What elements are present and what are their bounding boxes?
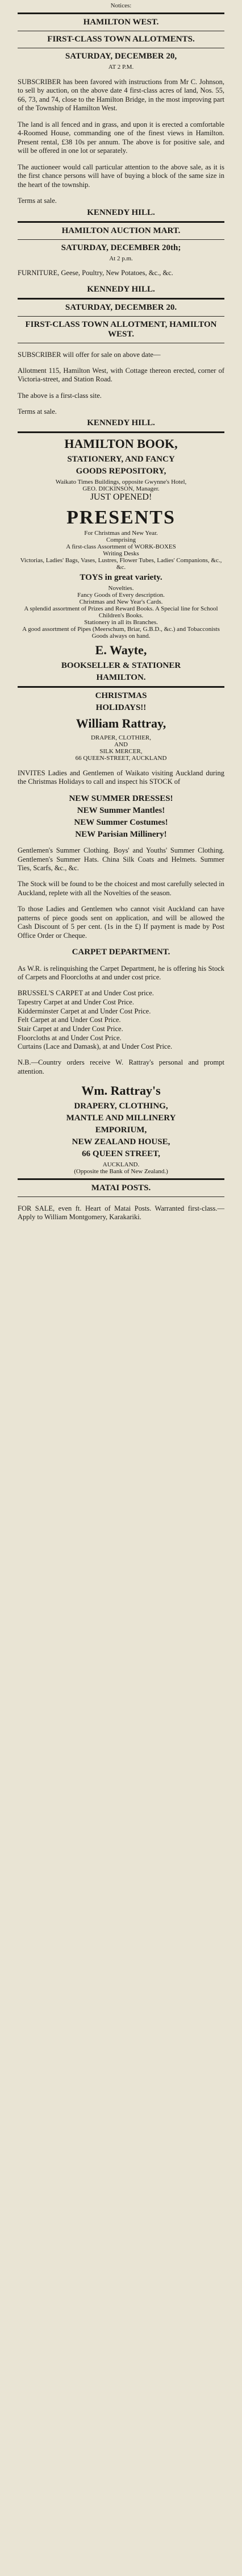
auction-mart-notice [18, 226, 224, 295]
divider [18, 1178, 224, 1180]
line: SILK MERCER, [99, 748, 143, 755]
sale-time: At 2 p.m. [109, 255, 133, 262]
line: Felt Carpet at and Under Cost Price. [18, 1016, 121, 1024]
line: 66 QUEEN-STREET, AUCKLAND [75, 755, 167, 762]
sale-date: SATURDAY, DECEMBER 20, [65, 52, 177, 61]
notice-subtitle: FIRST-CLASS TOWN ALLOTMENT, HAMILTON WEST. [25, 320, 217, 339]
line: Christmas and New Year's Cards. [79, 599, 163, 606]
line: Tapestry Carpet at and Under Cost Price. [18, 998, 134, 1006]
line: AND [114, 741, 128, 749]
proprietor-name: E. Wayte, [95, 643, 147, 658]
shop-name: HAMILTON BOOK, [64, 437, 178, 451]
rattray-ad [18, 691, 224, 1175]
line: MANTLE AND MILLINERY [66, 1114, 176, 1123]
line: A good assortment of Pipes (Meerschum, Briar, G.B.D., &c.) and Tobacconists Goods always on hand. [22, 626, 220, 640]
line: NEW SUMMER DRESSES! [69, 793, 173, 803]
notice-paragraph: To those Ladies and Gentlemen who cannot visit Auckland can have patterns of piece goods sent on application, and will be allowed the Cash Discount of 5 per cent. (1s in the £) If payment is made by Post Office Order or Cheque. [18, 905, 224, 940]
hamilton-west-notice [18, 18, 224, 218]
town: HAMILTON. [96, 673, 146, 683]
line: Curtains (Lace and Damask), at and Under Cost Price. [18, 1042, 173, 1051]
carpet-heading: CARPET DEPARTMENT. [72, 948, 170, 957]
shop-line: GOODS REPOSITORY, [76, 467, 166, 476]
matai-posts-notice [18, 1183, 224, 1222]
divider [18, 316, 224, 317]
line: Stair Carpet at and Under Cost Price. [18, 1024, 123, 1033]
shop-line: STATIONERY, AND FANCY [67, 455, 175, 464]
line: NEW ZEALAND HOUSE, [72, 1137, 170, 1146]
opened-label: JUST OPENED! [90, 492, 152, 502]
merchant-name: Wm. Rattray's [81, 1083, 161, 1098]
line: For Christmas and New Year. [84, 530, 158, 537]
presents-heading: PRESENTS [66, 507, 176, 529]
notice-paragraph: The land is all fenced and in grass, and upon it is erected a comfortable 4-Roomed House, commanding one of the finest views in Hamilton. Present rental, £38 10s per annum. The above is for positive sale, and will be offered in one lot or separately. [18, 120, 224, 155]
line: Novelties. [108, 585, 134, 592]
line: (Opposite the Bank of New Zealand.) [74, 1168, 168, 1175]
shop-address: Waikato Times Buildings, opposite Gwynne's Hotel, [55, 479, 187, 486]
divider [18, 1196, 224, 1197]
line: AUCKLAND. [102, 1161, 140, 1168]
divider [18, 13, 224, 14]
holidays-label: HOLIDAYS!! [95, 703, 147, 713]
sale-date: SATURDAY, DECEMBER 20. [65, 303, 177, 313]
manager-name: GEO. DICKINSON, Manager. [82, 485, 160, 493]
notice-paragraph: SUBSCRIBER has been favored with instructions from Mr C. Johnson, to sell by auction, on the above date 4 first-class acres of land, Nos. 55, 66, 73, and 74, close to the Hamilton Bridge, in the most improving part of the Township of Hamilton West. [18, 77, 224, 113]
line: NEW Summer Costumes! [74, 817, 168, 827]
divider [18, 686, 224, 688]
line: EMPORIUM, [95, 1125, 147, 1135]
line: Comprising [106, 537, 136, 544]
line: 66 QUEEN STREET, [82, 1149, 160, 1158]
line: Writing Desks [103, 550, 139, 558]
auctioneer-signature: KENNEDY HILL. [87, 207, 155, 217]
notice-paragraph: Gentlemen's Summer Clothing. Boys' and Youths' Summer Clothing. Gentlemen's Summer Hats. China Silk Coats and Helmets. Summer Ties, Scarfs, &c., &c. [18, 846, 224, 872]
notice-subtitle: FIRST-CLASS TOWN ALLOTMENTS. [47, 35, 195, 44]
notice-title: MATAI POSTS. [91, 1183, 151, 1193]
notice-paragraph: FOR SALE, even ft. Heart of Matai Posts. Warranted first-class.—Apply to William Montgomery, Karakariki. [18, 1204, 224, 1221]
notice-paragraph: INVITES Ladies and Gentlemen of Waikato visiting Auckland during the Christmas Holidays to call and inspect his STOCK of [18, 768, 224, 786]
terms: Terms at sale. [18, 196, 57, 205]
terms: Terms at sale. [18, 407, 57, 416]
line: A first-class Assortment of WORK-BOXES [66, 543, 176, 551]
divider [18, 298, 224, 300]
notice-paragraph: As W.R. is relinquishing the Carpet Department, he is offering his Stock of Carpets and Floorcloths at and under cost price. [18, 964, 224, 982]
line: NEW Summer Mantles! [77, 805, 165, 815]
toys-line: TOYS in great variety. [80, 573, 162, 583]
auctioneer-signature: KENNEDY HILL. [87, 418, 155, 428]
sale-date: SATURDAY, DECEMBER 20th; [61, 243, 181, 252]
notice-paragraph: The above is a first-class site. [18, 391, 102, 400]
auctioneer-signature: KENNEDY HILL. [87, 285, 155, 294]
town-allotment-notice [18, 303, 224, 428]
notice-paragraph: N.B.—Country orders receive W. Rattray's personal and prompt attention. [18, 1058, 224, 1075]
notice-title: HAMILTON WEST. [83, 18, 159, 27]
line: DRAPERY, CLOTHING, [74, 1102, 168, 1111]
line: BRUSSEL'S CARPET at and Under Cost price. [18, 989, 154, 998]
notice-title: HAMILTON AUCTION MART. [61, 226, 181, 235]
line: Fancy Goods of Every description. [77, 592, 165, 599]
book-repository-ad [18, 437, 224, 683]
divider [18, 221, 224, 223]
divider [18, 239, 224, 240]
newspaper-column [13, 0, 229, 2576]
line: Kidderminster Carpet at and Under Cost Price. [18, 1007, 151, 1015]
line: Victorias, Ladies' Bags, Vases, Lustres, Flower Tubes, Ladies' Companions, &c., &c. [20, 557, 222, 571]
christmas-label: CHRISTMAS [95, 691, 147, 701]
sale-time: AT 2 P.M. [108, 64, 134, 70]
divider [18, 431, 224, 433]
line: A splendid assortment of Prizes and Reward Books. A Special line for School Children's Books. [24, 605, 218, 620]
line: DRAPER, CLOTHIER, [90, 734, 152, 742]
line: NEW Parisian Millinery! [75, 829, 167, 839]
merchant-name: William Rattray, [76, 716, 166, 731]
proprietor-role: BOOKSELLER & STATIONER [61, 661, 181, 671]
notice-paragraph: SUBSCRIBER will offer for sale on above date— [18, 350, 161, 359]
notices-header: Notices: [110, 2, 132, 9]
line: Stationery in all its Branches. [84, 619, 158, 626]
notice-paragraph: The auctioneer would call particular attention to the above sale, as it is the first chance persons will have of buying a block of the same size in the heart of the township. [18, 163, 224, 189]
line: Floorcloths at and Under Cost Price. [18, 1033, 122, 1042]
notice-paragraph: The Stock will be found to be the choicest and most carefully selected in Auckland, replete with all the Novelties of the season. [18, 880, 224, 897]
notice-paragraph: Allotment 115, Hamilton West, with Cottage thereon erected, corner of Victoria-street, and Station Road. [18, 366, 224, 384]
notice-paragraph: FURNITURE, Geese, Poultry, New Potatoes, &c., &c. [18, 269, 173, 277]
